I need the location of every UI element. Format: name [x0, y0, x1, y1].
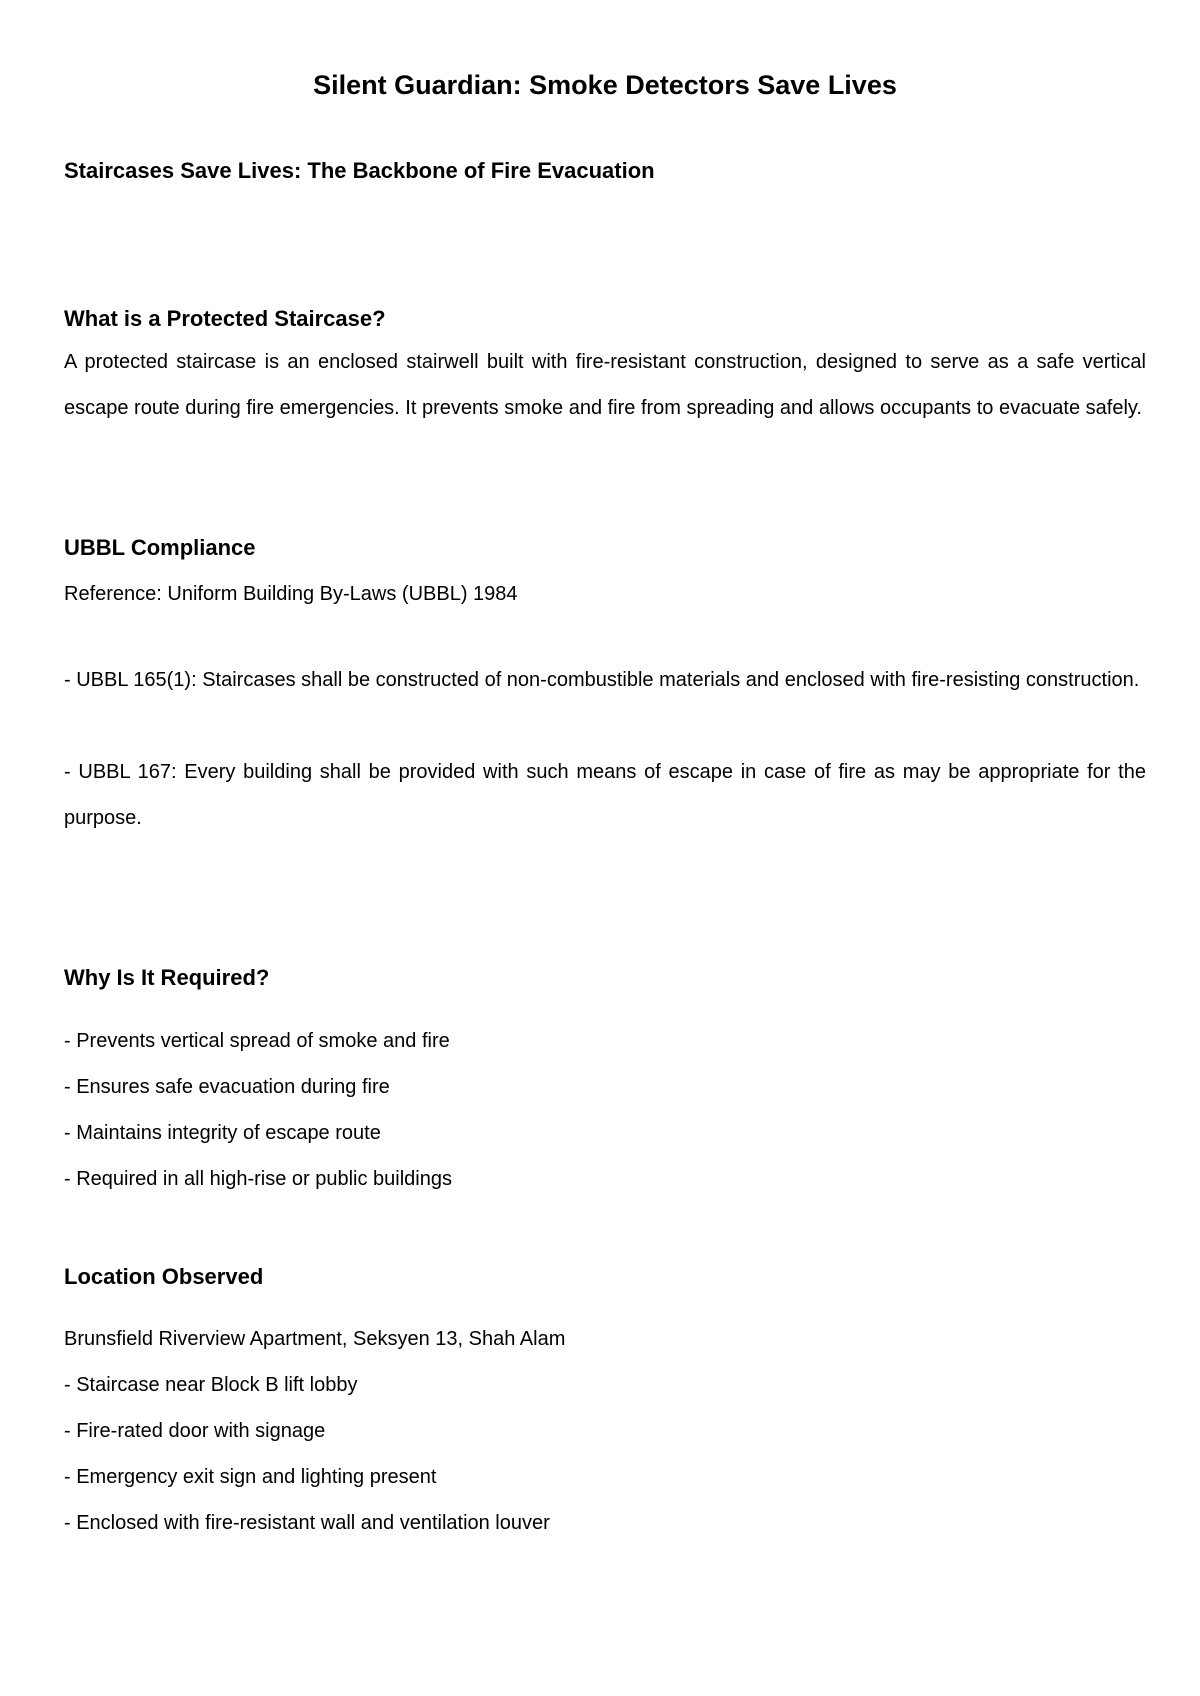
location-item: - Fire-rated door with signage [64, 1420, 326, 1442]
location-item: - Enclosed with fire-resistant wall and ventilation louver [64, 1512, 550, 1534]
why-item: - Maintains integrity of escape route [64, 1122, 381, 1144]
location-item: - Emergency exit sign and lighting present [64, 1466, 437, 1488]
what-is-paragraph: A protected staircase is an enclosed stairwell built with fire-resistant construction, designed to serve as a safe vertical escape route during fire emergencies. It prevents smoke and fire from spreading and allows occupants to evacuate safely. [64, 351, 1146, 419]
section-heading-why: Why Is It Required? [64, 965, 270, 990]
location-place: Brunsfield Riverview Apartment, Seksyen 13, Shah Alam [64, 1328, 566, 1350]
ubbl-item: - UBBL 165(1): Staircases shall be constructed of non-combustible materials and enclosed with fire-resisting construction. [64, 669, 1140, 691]
ubbl-item: - UBBL 167: Every building shall be provided with such means of escape in case of fire as may be appropriate for the purpose. [64, 761, 1146, 829]
document-title: Silent Guardian: Smoke Detectors Save Lives [313, 70, 897, 100]
ubbl-reference: Reference: Uniform Building By-Laws (UBBL) 1984 [64, 583, 518, 605]
why-item: - Required in all high-rise or public buildings [64, 1168, 452, 1190]
section-heading-ubbl: UBBL Compliance [64, 535, 256, 560]
section-heading-what-is: What is a Protected Staircase? [64, 306, 386, 331]
why-item: - Prevents vertical spread of smoke and fire [64, 1030, 450, 1052]
location-item: - Staircase near Block B lift lobby [64, 1374, 358, 1396]
document-subtitle: Staircases Save Lives: The Backbone of Fire Evacuation [64, 158, 655, 183]
section-heading-location: Location Observed [64, 1264, 264, 1289]
why-item: - Ensures safe evacuation during fire [64, 1076, 390, 1098]
